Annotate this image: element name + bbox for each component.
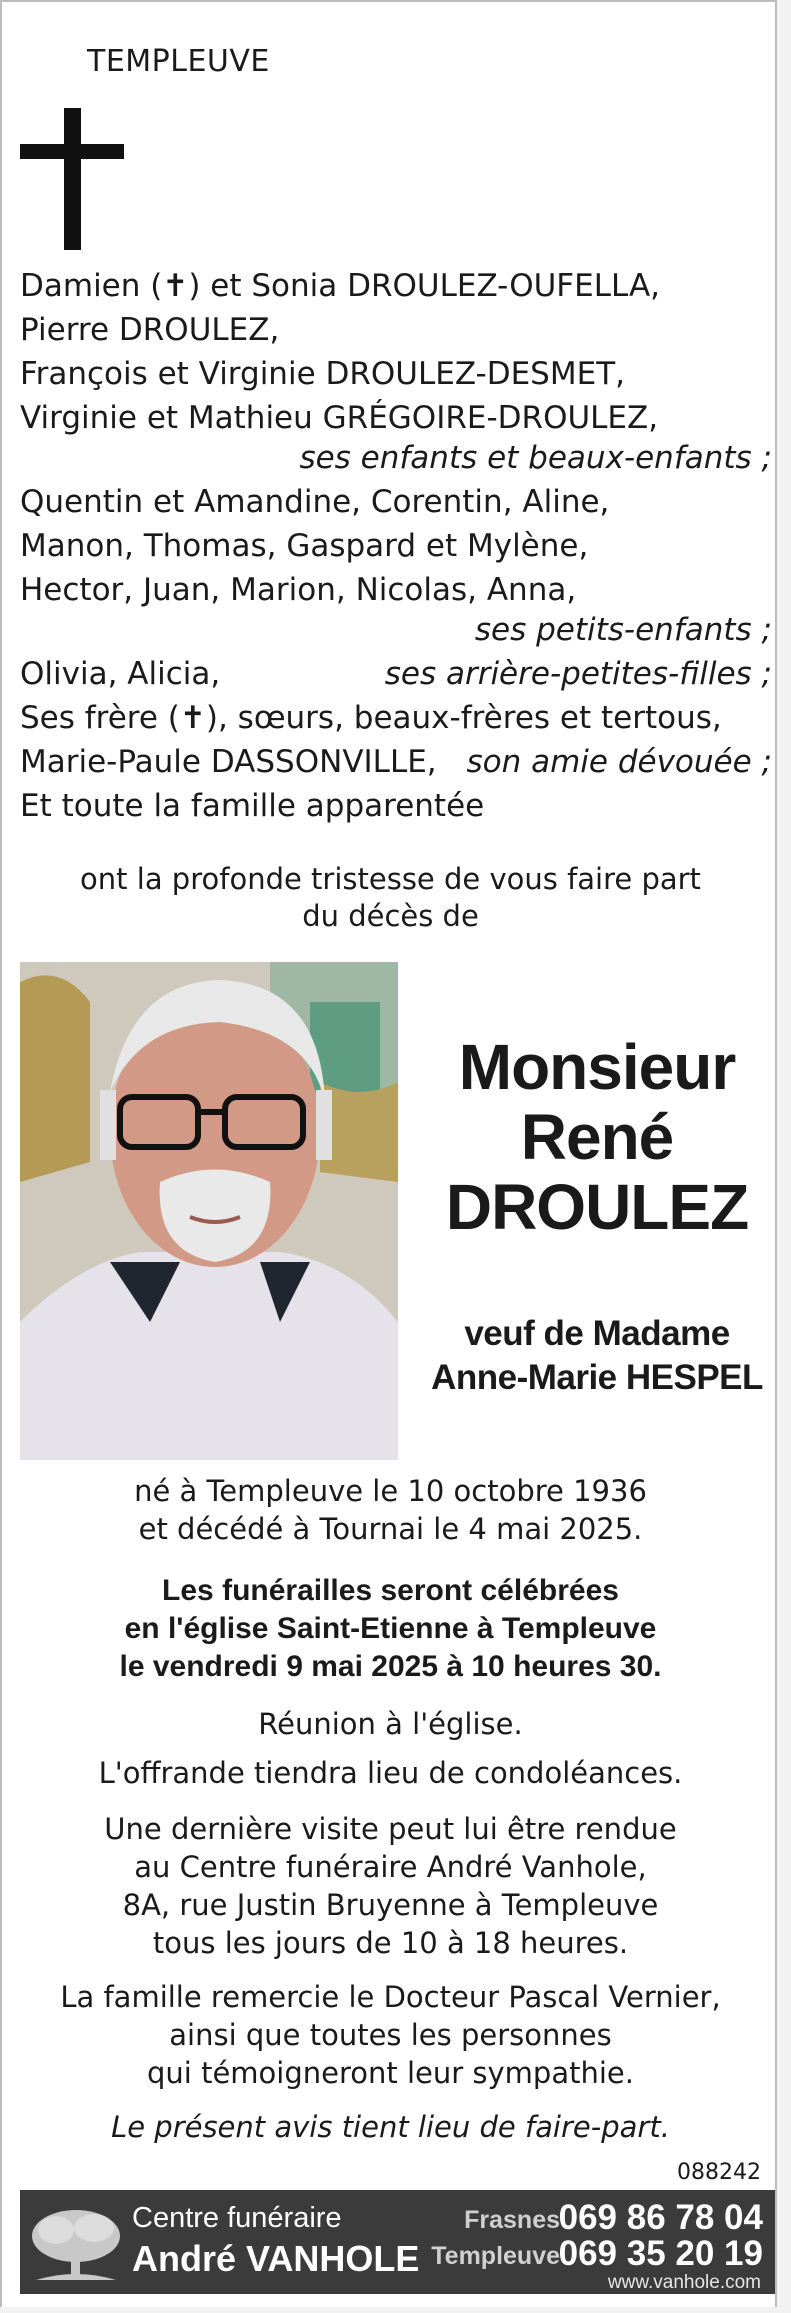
tree-icon bbox=[26, 2196, 126, 2288]
deceased-title: Monsieur bbox=[458, 1031, 736, 1103]
funeral-line: en l'église Saint-Etienne à Templeuve bbox=[124, 1612, 657, 1645]
thanks-line: qui témoigneront leur sympathie. bbox=[147, 2056, 634, 2090]
widow-block bbox=[422, 1312, 772, 1400]
role-children: ses enfants et beaux-enfants ; bbox=[299, 440, 772, 476]
funeral-line: Les funérailles seront célébrées bbox=[162, 1574, 619, 1607]
place-heading: TEMPLEUVE bbox=[87, 44, 270, 79]
city-label: Templeuve bbox=[431, 2242, 560, 2270]
announcement-line: ont la profonde tristesse de vous faire part bbox=[80, 862, 701, 896]
family-line: Manon, Thomas, Gaspard et Mylène, bbox=[20, 528, 589, 564]
thanks-line: La famille remercie le Docteur Pascal Vernier, bbox=[60, 1980, 721, 2014]
funeral-home-banner bbox=[20, 2190, 775, 2294]
city-label: Frasnes bbox=[464, 2206, 560, 2234]
announcement-line: du décès de bbox=[302, 899, 479, 933]
family-line: Olivia, Alicia, bbox=[20, 656, 221, 692]
closing-line: Le présent avis tient lieu de faire-part. bbox=[111, 2110, 670, 2144]
portrait-photo bbox=[20, 962, 398, 1460]
deceased-name-block bbox=[422, 1032, 772, 1242]
latin-cross-icon bbox=[20, 108, 124, 250]
role-great-grandchildren: ses arrière-petites-filles ; bbox=[384, 656, 772, 692]
deceased-first-name: René bbox=[520, 1101, 674, 1173]
widow-line: Anne-Marie HESPEL bbox=[431, 1358, 763, 1397]
family-line: Et toute la famille apparentée bbox=[20, 788, 485, 824]
family-line: François et Virginie DROULEZ-DESMET, bbox=[20, 356, 625, 392]
family-line: Quentin et Amandine, Corentin, Aline, bbox=[20, 484, 610, 520]
family-line: Marie-Paule DASSONVILLE, bbox=[20, 744, 437, 780]
birth-line: né à Templeuve le 10 octobre 1936 bbox=[134, 1474, 647, 1508]
company-line: Centre funéraire bbox=[132, 2202, 342, 2234]
visit-line: 8A, rue Justin Bruyenne à Templeuve bbox=[122, 1888, 659, 1922]
visit-line: au Centre funéraire André Vanhole, bbox=[134, 1850, 647, 1884]
widow-line: veuf de Madame bbox=[464, 1314, 730, 1353]
phone-number: 069 86 78 04 bbox=[558, 2198, 763, 2237]
website-link[interactable]: www.vanhole.com bbox=[607, 2272, 761, 2293]
deceased-last-name: DROULEZ bbox=[445, 1171, 749, 1243]
family-line: Hector, Juan, Marion, Nicolas, Anna, bbox=[20, 572, 577, 608]
role-grandchildren: ses petits-enfants ; bbox=[474, 612, 772, 648]
company-name: André VANHOLE bbox=[132, 2238, 420, 2279]
death-line: et décédé à Tournai le 4 mai 2025. bbox=[138, 1512, 643, 1546]
thanks-line: ainsi que toutes les personnes bbox=[169, 2018, 612, 2052]
role-friend: son amie dévouée ; bbox=[466, 744, 772, 780]
family-line: Pierre DROULEZ, bbox=[20, 312, 280, 348]
family-line: Damien (✝) et Sonia DROULEZ-OUFELLA, bbox=[20, 268, 661, 304]
family-line: Ses frère (✝), sœurs, beaux-frères et tertous, bbox=[20, 700, 722, 736]
reference-number: 088242 bbox=[677, 2160, 761, 2185]
phone-number: 069 35 20 19 bbox=[558, 2234, 763, 2273]
visit-line: tous les jours de 10 à 18 heures. bbox=[152, 1926, 629, 1960]
family-line: Virginie et Mathieu GRÉGOIRE-DROULEZ, bbox=[20, 400, 659, 436]
funeral-line: le vendredi 9 mai 2025 à 10 heures 30. bbox=[119, 1650, 662, 1683]
offering-note: L'offrande tiendra lieu de condoléances. bbox=[98, 1756, 683, 1790]
visit-line: Une dernière visite peut lui être rendue bbox=[104, 1812, 677, 1846]
meeting-note: Réunion à l'église. bbox=[258, 1707, 523, 1741]
